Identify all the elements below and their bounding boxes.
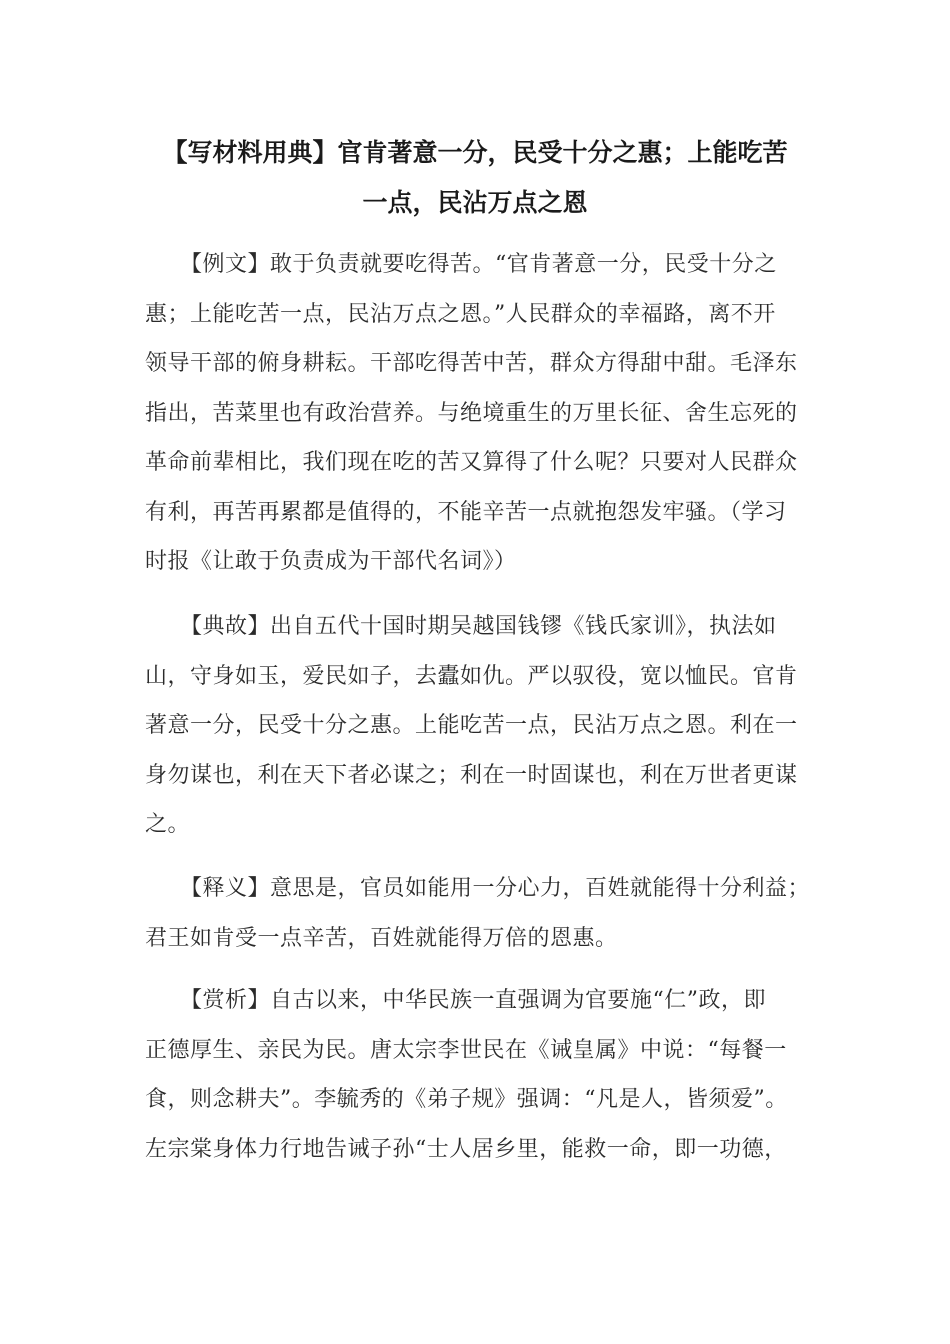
paragraph-line: 左宗棠身体力行地告诫子孙“士人居乡里，能救一命，即一功德，	[145, 1136, 787, 1162]
paragraph-line: 山，守身如玉，爱民如子，去蠹如仇。严以驭役，宽以恤民。官肯	[145, 663, 798, 689]
title-line: 一点，民沾万点之恩	[362, 188, 588, 217]
paragraph-line: 身勿谋也，利在天下者必谋之；利在一时固谋也，利在万世者更谋	[145, 762, 798, 788]
paragraph-line: 著意一分，民受十分之惠。上能吃苦一点，民沾万点之恩。利在一	[145, 713, 798, 738]
paragraph-line: 有利，再苦再累都是值得的，不能辛苦一点就抱怨发牢骚。（学习	[145, 499, 787, 525]
title-line: 【写材料用典】官肯著意一分，民受十分之惠；上能吃苦	[162, 138, 788, 167]
paragraph-line: 惠；上能吃苦一点，民沾万点之恩。”人民群众的幸福路，离不开	[145, 301, 776, 327]
paragraph-line: 正德厚生、亲民为民。唐太宗李世民在《诫皇属》中说：“每餐一	[145, 1037, 787, 1063]
paragraph-line: 【释义】意思是，官员如能用一分心力，百姓就能得十分利益；	[180, 876, 811, 901]
paragraph-line: 【赏析】自古以来，中华民族一直强调为官要施“仁”政，即	[180, 988, 766, 1013]
origin-paragraph	[145, 602, 825, 850]
paragraph-line: 指出，苦菜里也有政治营养。与绝境重生的万里长征、舍生忘死的	[145, 400, 798, 426]
paragraph-line: 【典故】出自五代十国时期吴越国钱镠《钱氏家训》，执法如	[180, 614, 777, 639]
paragraph-line: 领导干部的俯身耕耘。干部吃得苦中苦，群众方得甜中甜。毛泽东	[145, 351, 798, 376]
paragraph-line: 【例文】敢于负责就要吃得苦。“官肯著意一分，民受十分之	[180, 252, 777, 277]
paragraph-line: 之。	[145, 812, 191, 837]
meaning-paragraph	[145, 864, 825, 963]
example-paragraph	[145, 240, 825, 587]
paragraph-line: 食，则念耕夫”。李毓秀的《弟子规》强调：“凡是人，皆须爱”。	[145, 1087, 788, 1112]
paragraph-line: 君王如肯受一点辛苦，百姓就能得万倍的恩惠。	[145, 925, 618, 951]
document-title	[120, 128, 830, 228]
paragraph-line: 时报《让敢于负责成为干部代名词》）	[145, 549, 517, 574]
analysis-paragraph	[145, 976, 825, 1174]
paragraph-line: 革命前辈相比，我们现在吃的苦又算得了什么呢？只要对人民群众	[145, 450, 798, 475]
